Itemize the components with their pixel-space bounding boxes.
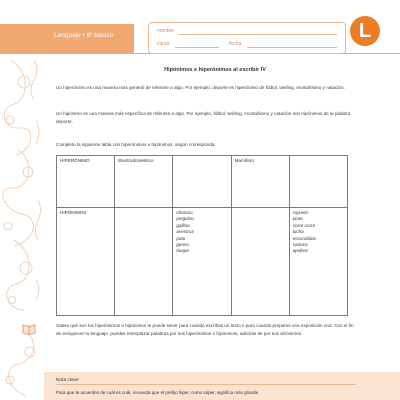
list-item: escondidas xyxy=(292,235,316,241)
intro-paragraph-2: Un hipónimo es una manera más específica de referirse a algo. Por ejemplo, fútbol, twirling, montañismo y natación son hipónimos de la palabra deporte. xyxy=(56,111,351,124)
list-item: pato xyxy=(176,235,186,241)
note-title: Nota clave xyxy=(56,378,79,383)
closing-paragraph: Sabes qué son los hiperónimos e hipónimos te puede servir para cuando escribas un texto o para cuando prepares una exposición oral. Con el fin de enriquecer tu lenguaje, puedes reemplazar palabras por sus hiperónimos o hipónimos, además de por sus sinónimos. xyxy=(56,323,354,336)
list-item: pingüino xyxy=(176,216,194,222)
hyponym-list-games xyxy=(293,210,344,255)
fecha-label: fecha xyxy=(229,41,242,47)
note-text: Para que te acuerdes de cuál es cuál, recuerda que el prefijo hiper, como súper, significa más grande. xyxy=(56,390,260,395)
student-info-box xyxy=(148,22,346,54)
list-item: rayuela xyxy=(292,210,308,215)
list-item: carioca xyxy=(292,242,308,248)
table-cell xyxy=(173,208,231,316)
hyponym-list-birds xyxy=(176,210,227,255)
list-item: corre-corre xyxy=(292,222,316,228)
fecha-field[interactable] xyxy=(247,47,337,48)
instruction-text: Completa la siguiente tabla con hiperónimos e hipónimos, según corresponda: xyxy=(56,142,216,147)
table-cell: HIPÓNIMOS xyxy=(57,208,115,316)
note-box xyxy=(44,372,400,400)
list-item: avestruz xyxy=(176,229,194,235)
list-item: ajedrez xyxy=(292,248,308,254)
table-row xyxy=(57,156,348,208)
table-cell-answer[interactable] xyxy=(173,156,231,208)
subject-band xyxy=(0,24,134,54)
table-cell-answer[interactable] xyxy=(231,208,289,316)
book-icon xyxy=(22,323,36,335)
classification-table xyxy=(56,155,348,316)
table-cell-answer[interactable] xyxy=(115,208,173,316)
table-cell: Electrodoméstico xyxy=(115,156,173,208)
table-cell: HIPERÓNIMO xyxy=(57,156,115,208)
intro-paragraph-1: Un hiperónimo es una manera más general de referirse a algo. Por ejemplo, deporte es hiperónimo de fútbol, twirling, montañismo y natación. xyxy=(56,85,345,90)
list-item: gallina xyxy=(176,222,190,228)
list-item: tiuque xyxy=(176,248,189,254)
subject-label: Lenguaje • 6º básico xyxy=(54,32,114,39)
table-row xyxy=(57,208,348,316)
list-item: pinta xyxy=(292,216,303,222)
curso-label: curso xyxy=(157,41,170,47)
decorative-swirls xyxy=(0,0,48,400)
table-cell xyxy=(289,208,347,316)
table-cell: Mamífero xyxy=(231,156,289,208)
note-divider xyxy=(56,384,356,385)
list-item: ganso xyxy=(176,242,189,248)
worksheet-title: Hipónimos e hiperónimos al escribir IV xyxy=(164,67,266,73)
nombre-field[interactable] xyxy=(179,34,337,35)
subject-badge: L xyxy=(350,16,380,46)
list-item: choroco xyxy=(176,210,193,215)
list-item: lucha xyxy=(292,229,304,235)
curso-field[interactable] xyxy=(175,47,219,48)
nombre-label: nombre xyxy=(157,28,174,34)
worksheet-header xyxy=(0,24,400,54)
table-cell-answer[interactable] xyxy=(289,156,347,208)
